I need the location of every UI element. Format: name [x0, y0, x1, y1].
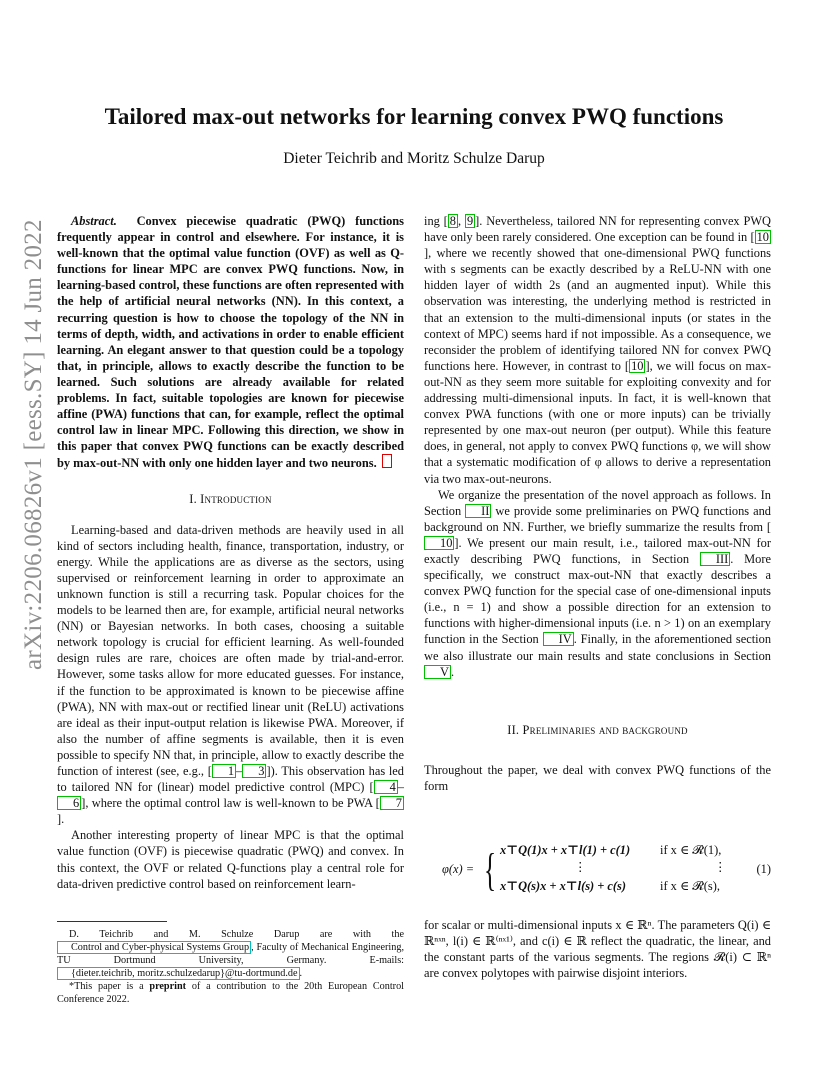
- abstract-label: Abstract: [71, 214, 114, 228]
- section-heading-preliminaries: II. Preliminaries and background: [507, 722, 688, 737]
- equation-condition-s: if x ∈ 𝓡(s),: [660, 879, 720, 893]
- section-link[interactable]: II: [465, 504, 491, 518]
- section-heading-introduction: I. Introduction: [189, 491, 272, 506]
- citation-link[interactable]: 4: [374, 780, 398, 794]
- group-link[interactable]: Control and Cyber-physical Systems Group: [57, 941, 251, 954]
- abstract-text: Convex piecewise quadratic (PWQ) functions frequently appear in control and elsewhere. For instance, it is well-known that the optimal value function (OVF) as well as Q-functions for linear MPC are convex PWQ functions. Now, in learning-based control, these functions are often represented with the help of artificial neural networks (NN). In this context, a recurring question is how to choose the topology of the NN in terms of depth, width, and activations in order to enable efficient learning. An elegant answer to that question could be a topology that, in principle, allows to exactly describe the function to be learned. Such solutions are already available for related problems. In fact, suitable topologies are known for piecewise affine (PWA) functions that can, for example, reflect the optimal control law in linear MPC. Following this direction, we show in this paper that convex PWQ functions can be exactly described by max-out-NN with only one hidden layer and two neurons.: [57, 214, 404, 471]
- citation-link[interactable]: 3: [242, 764, 266, 778]
- left-column: [57, 213, 404, 892]
- citation-link[interactable]: 9: [466, 214, 474, 228]
- preliminaries-paragraph-2: for scalar or multi-dimensional inputs x ∈ ℝⁿ. The parameters Q(i) ∈ ℝⁿˣⁿ, l(i) ∈ ℝ⁽ⁿˣ¹⁾, and c(i) ∈ ℝ reflect the quadratic, the linear, and the constant parts of the various segments. The regions 𝓡(i) ⊂ ℝⁿ are convex polytopes with pairwise disjoint interiors.: [424, 918, 771, 981]
- footnote-preprint: *This paper is a preprint of a contribution to the 20th European Control Conference 2022.: [57, 981, 404, 1005]
- citation-link[interactable]: 7: [380, 796, 404, 810]
- footnotes: [57, 921, 404, 1006]
- intro-paragraph-2-continued: ing [ 8 , 9 ]. Nevertheless, tailored NN for representing convex PWQ have only been rarely considered. One exception can be found in [ 10], where we recently showed that one-dimensional PWQ functions with s segments can be exactly described by a ReLU-NN with one hidden layer of width 2s (and an augmented input). While this observation was interesting, the underlying method is restricted in that an extension to the multi-dimensional inputs (or states in the context of MPC) seems hard if not impossible. As a consequence, we reconsider the problem of identifying tailored NN for convex PWQ functions here. However, in contrast to [ 10 ], we will focus on max-out-NN as they seem more suitable for exploiting convexity and for addressing multi-dimensional inputs. In fact, it is well-known that convex PWA functions (with one or more inputs) can be trivially represented by one max-out neuron (per output). While this feature does, in general, not apply to convex PWQ functions φ, we will show that a systematic modification of φ allows to derive a representation via two max-out-neurons.: [424, 214, 771, 486]
- equation-lhs: φ(x) =: [442, 862, 475, 876]
- citation-link[interactable]: 6: [57, 796, 81, 810]
- citation-link[interactable]: 8: [449, 214, 456, 228]
- preliminaries-paragraph-1: Throughout the paper, we deal with convex PWQ functions of the form: [424, 762, 771, 793]
- email-link[interactable]: {dieter.teichrib, moritz.schulzedarup}@tu-dortmund.de: [57, 967, 300, 980]
- equation-1: [424, 840, 771, 902]
- equation-case-s: x⊤Q(s)x + x⊤l(s) + c(s): [500, 879, 626, 893]
- citation-link[interactable]: 10: [756, 230, 769, 245]
- equation-vdots: ⋮: [574, 860, 587, 874]
- footnote-divider: [57, 921, 167, 922]
- paper-authors: Dieter Teichrib and Moritz Schulze Darup: [283, 150, 545, 167]
- footnote-affiliation: D. Teichrib and M. Schulze Darup are with the Control and Cyber-physical Systems Group , Faculty of Mechanical Engineering, TU Dortmund University, Germany. E-mails: {dieter.teichrib, moritz.schulzedarup}@tu-dortmund.de .: [57, 929, 404, 979]
- section-link[interactable]: V: [424, 665, 451, 679]
- section-link[interactable]: IV: [543, 632, 574, 646]
- arxiv-identifier-stamp: arXiv:2206.06826v1 [eess.SY] 14 Jun 2022: [20, 219, 47, 670]
- footnote-mark-link[interactable]: [382, 454, 392, 468]
- preliminaries-paragraph-2-container: [424, 917, 771, 981]
- right-column: [424, 213, 771, 794]
- citation-link[interactable]: 10: [631, 358, 644, 373]
- equation-vdots-cond: ⋮: [714, 860, 727, 874]
- section-link[interactable]: III: [700, 552, 730, 566]
- equation-brace: {: [484, 844, 497, 895]
- intro-paragraph-2: Another interesting property of linear MPC is that the optimal value function (OVF) is piecewise quadratic (PWQ) and convex. In this context, the OVF or related Q-functions play a central role for data-driven predictive control based on reinforcement learn-: [57, 828, 404, 891]
- paper-title: Tailored max-out networks for learning convex PWQ functions: [104, 104, 724, 129]
- intro-paragraph-3: We organize the presentation of the novel approach as follows. In Section II we provide some preliminaries on PWQ functions and background on NN. Further, we briefly summarize the results from [10 ]. We present our main result, i.e., tailored max-out-NN for exactly describing PWQ functions, in Section III . More specifically, we construct max-out-NN that exactly describes a convex PWQ function for the special case of one-dimensional inputs (i.e., n = 1) and show a possible direction for an extension to functions with higher-dimensional inputs (i.e. n > 1) on an exemplary function in the Section IV . Finally, in the aforementioned section we also illustrate our main results and state conclusions in Section V .: [424, 487, 772, 679]
- citation-link[interactable]: 1: [212, 764, 236, 778]
- citation-link[interactable]: 10: [424, 536, 454, 550]
- abstract: Abstract. Convex piecewise quadratic (PWQ) functions frequently appear in control and elsewhere. For instance, it is well-known that the optimal value function (OVF) as well as Q-functions for linear MPC are convex PWQ functions. Now, in learning-based control, these functions are often represented with the help of artificial neural networks (NN). In this context, a recurring question is how to choose the topology of the NN in terms of depth, width, and activations in order to enable efficient learning. An elegant answer to that question could be a topology that, in principle, allows to exactly describe the function to be learned. Such solutions are already available for related problems. In fact, suitable topologies are known for piecewise affine (PWA) functions that can, for example, reflect the optimal control law in linear MPC. Following this direction, we show in this paper that convex PWQ functions can be exactly described by max-out-NN with only one hidden layer and two neurons.: [57, 214, 404, 471]
- equation-condition-1: if x ∈ 𝓡(1),: [660, 843, 722, 857]
- intro-paragraph-1: Learning-based and data-driven methods are heavily used in all kind of sectors including health, finance, transportation, industry, or energy. While the applications are as diverse as the sectors, using supervised or reinforcement learning in order to approximate an unknown function is still a recurring task. Popular choices for the models to be learned then are, for example, artificial neural networks (NN) or Bayesian networks. In both cases, choosing a suitable network topology is crucial for efficient learning. As well-founded design rules are rare, choices are often made by trial-and-error. However, some tasks allow for more educated guesses. For instance, if the function to be approximated is known to be piecewise affine (PWA), NN with max-out or rectified linear unit (ReLU) activations are ideal as their input-output relation is likewise PWA. Moreover, if also the number of affine segments is available, then it is even possible to specify NN that, in principle, allow to exactly describe the function of interest (see, e.g., [ 1 – 3 ]). This observation has led to tailored NN for (linear) model predictive control (MPC) [ 4 –6 ], where the optimal control law is well-known to be PWA [ 7].: [57, 522, 404, 827]
- equation-number: (1): [756, 862, 771, 876]
- equation-case-1: x⊤Q(1)x + x⊤l(1) + c(1): [500, 843, 631, 857]
